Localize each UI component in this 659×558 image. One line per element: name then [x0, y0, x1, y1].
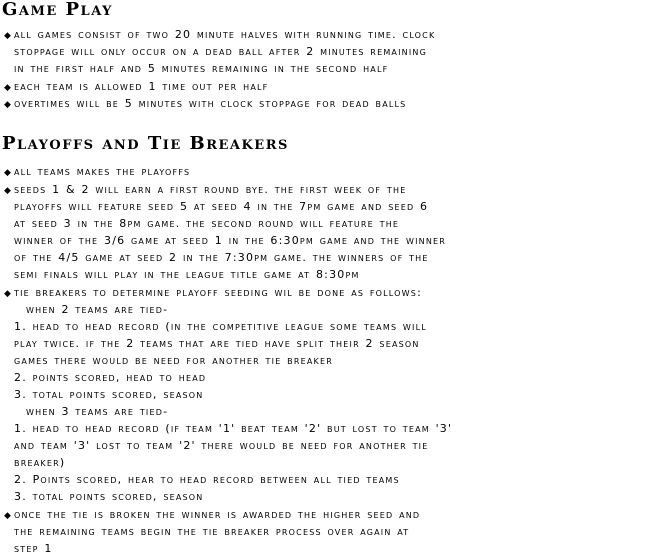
list-item-text: each team is allowed 1 time out per half	[14, 80, 269, 93]
list-item	[4, 163, 190, 180]
playoffs-heading: Playoffs and Tie Breakers	[2, 133, 289, 154]
list-item-text: all games consist of two 20 minute halves with running time. clock	[14, 28, 436, 41]
bullet-icon: ◆	[4, 83, 11, 93]
list-item-continuation: step 1	[14, 542, 53, 555]
list-item	[4, 78, 268, 95]
list-item	[4, 506, 420, 523]
bullet-icon: ◆	[4, 511, 11, 521]
list-item-continuation: stoppage will only occur on a dead ball after 2 minutes remaining	[14, 45, 427, 58]
list-item	[4, 26, 435, 43]
list-item-continuation: 1. head to head record (in the competitive league some teams will	[14, 320, 427, 333]
bullet-icon: ◆	[4, 186, 11, 196]
list-item-continuation: play twice. if the 2 teams that are tied have split their 2 season	[14, 337, 420, 350]
list-item	[4, 284, 422, 301]
bullet-icon: ◆	[4, 289, 11, 299]
bullet-icon: ◆	[4, 168, 11, 178]
list-item-text: seeds 1 & 2 will earn a first round bye. the first week of the	[14, 183, 407, 196]
list-item-continuation: winner of the 3/6 game at seed 1 in the 6:30pm game and the winner	[14, 234, 447, 247]
list-item-continuation: 3. total points scored, season	[14, 388, 204, 401]
list-item-continuation: 2. Points scored, hear to head record between all tied teams	[14, 473, 400, 486]
list-item	[4, 181, 406, 198]
list-item-continuation: 1. head to head record (if team '1' beat team '2' but lost to team '3'	[14, 422, 453, 435]
list-item-continuation: semi finals will play in the league title game at 8:30pm	[14, 268, 360, 281]
sub-heading: when 3 teams are tied-	[26, 405, 169, 418]
list-item-continuation: games there would be need for another tie breaker	[14, 354, 333, 367]
list-item-text: tie breakers to determine playoff seeding wil be done as follows:	[14, 286, 422, 299]
bullet-icon: ◆	[4, 31, 11, 41]
list-item-text: overtimes will be 5 minutes with clock stoppage for dead balls	[14, 97, 407, 110]
list-item-continuation: and team '3' lost to team '2' there would be need for another tie	[14, 439, 429, 452]
list-item-continuation: the remaining teams begin the tie breaker process over again at	[14, 525, 410, 538]
bullet-icon: ◆	[4, 100, 11, 110]
list-item-continuation: of the 4/5 game at seed 2 in the 7:30pm game. the winners of the	[14, 251, 429, 264]
list-item-text: all teams makes the playoffs	[14, 165, 191, 178]
list-item-continuation: at seed 3 in the 8pm game. the second round will feature the	[14, 217, 400, 230]
list-item	[4, 95, 406, 112]
list-item-continuation: 3. total points scored, season	[14, 490, 204, 503]
game-play-heading: Game Play	[2, 0, 113, 20]
list-item-continuation: breaker)	[14, 456, 66, 469]
list-item-text: once the tie is broken the winner is awarded the higher seed and	[14, 508, 421, 521]
list-item-continuation: 2. points scored, head to head	[14, 371, 207, 384]
list-item-continuation: in the first half and 5 minutes remaining in the second half	[14, 62, 389, 75]
list-item-continuation: playoffs will feature seed 5 at seed 4 in the 7pm game and seed 6	[14, 200, 429, 213]
sub-heading: when 2 teams are tied-	[26, 303, 169, 316]
